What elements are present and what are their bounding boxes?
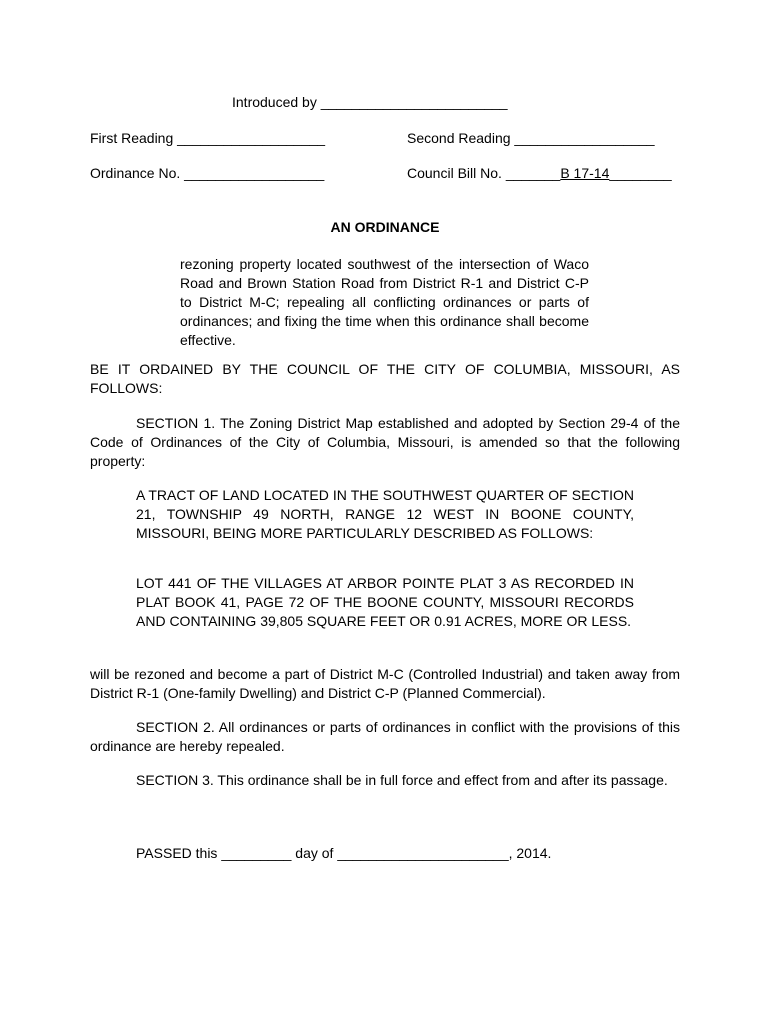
enacting-clause: BE IT ORDAINED BY THE COUNCIL OF THE CITY OF COLUMBIA, MISSOURI, AS FOLLOWS: [90,361,680,396]
passed-line: PASSED this _________ day of ______________________, 2014. [136,845,552,861]
section-1: SECTION 1. The Zoning District Map established and adopted by Section 29-4 of the Code of Ordinances of the City of Columbia, Missouri, is amended so that the following property: [90,415,680,469]
ordinance-number-line: Ordinance No. __________________ [90,165,325,181]
ordinance-title: AN ORDINANCE [330,219,440,235]
section-2: SECTION 2. All ordinances or parts of ordinances in conflict with the provisions of this ordinance are hereby repealed. [90,719,680,754]
legal-description-tract: A TRACT OF LAND LOCATED IN THE SOUTHWEST QUARTER OF SECTION 21, TOWNSHIP 49 NORTH, RANGE 12 WEST IN BOONE COUNTY, MISSOURI, BEING MORE PARTICULARLY DESCRIBED AS FOLLOWS: [136,487,634,541]
council-bill-prefix: Council Bill No. _______ [407,165,561,181]
section-3: SECTION 3. This ordinance shall be in full force and effect from and after its passage. [136,772,668,788]
council-bill-suffix: ________ [609,165,672,181]
council-bill-number: B 17-14 [560,165,610,181]
second-reading-line: Second Reading __________________ [407,130,655,146]
council-bill-line [407,165,672,181]
introduced-by-line: Introduced by ________________________ [232,94,508,110]
ordinance-summary: rezoning property located southwest of the intersection of Waco Road and Brown Station Road from District R-1 and District C-P to District M-C; repealing all conflicting ordinances or parts of ordinances; and fixing the time when this ordinance shall become effective. [180,256,589,348]
rezone-statement: will be rezoned and become a part of District M-C (Controlled Industrial) and taken away from District R-1 (One-family Dwelling) and District C-P (Planned Commercial). [90,666,680,701]
first-reading-line: First Reading ___________________ [90,130,326,146]
legal-description-lot: LOT 441 OF THE VILLAGES AT ARBOR POINTE PLAT 3 AS RECORDED IN PLAT BOOK 41, PAGE 72 OF THE BOONE COUNTY, MISSOURI RECORDS AND CONTAINING 39,805 SQUARE FEET OR 0.91 ACRES, MORE OR LESS. [136,575,634,629]
